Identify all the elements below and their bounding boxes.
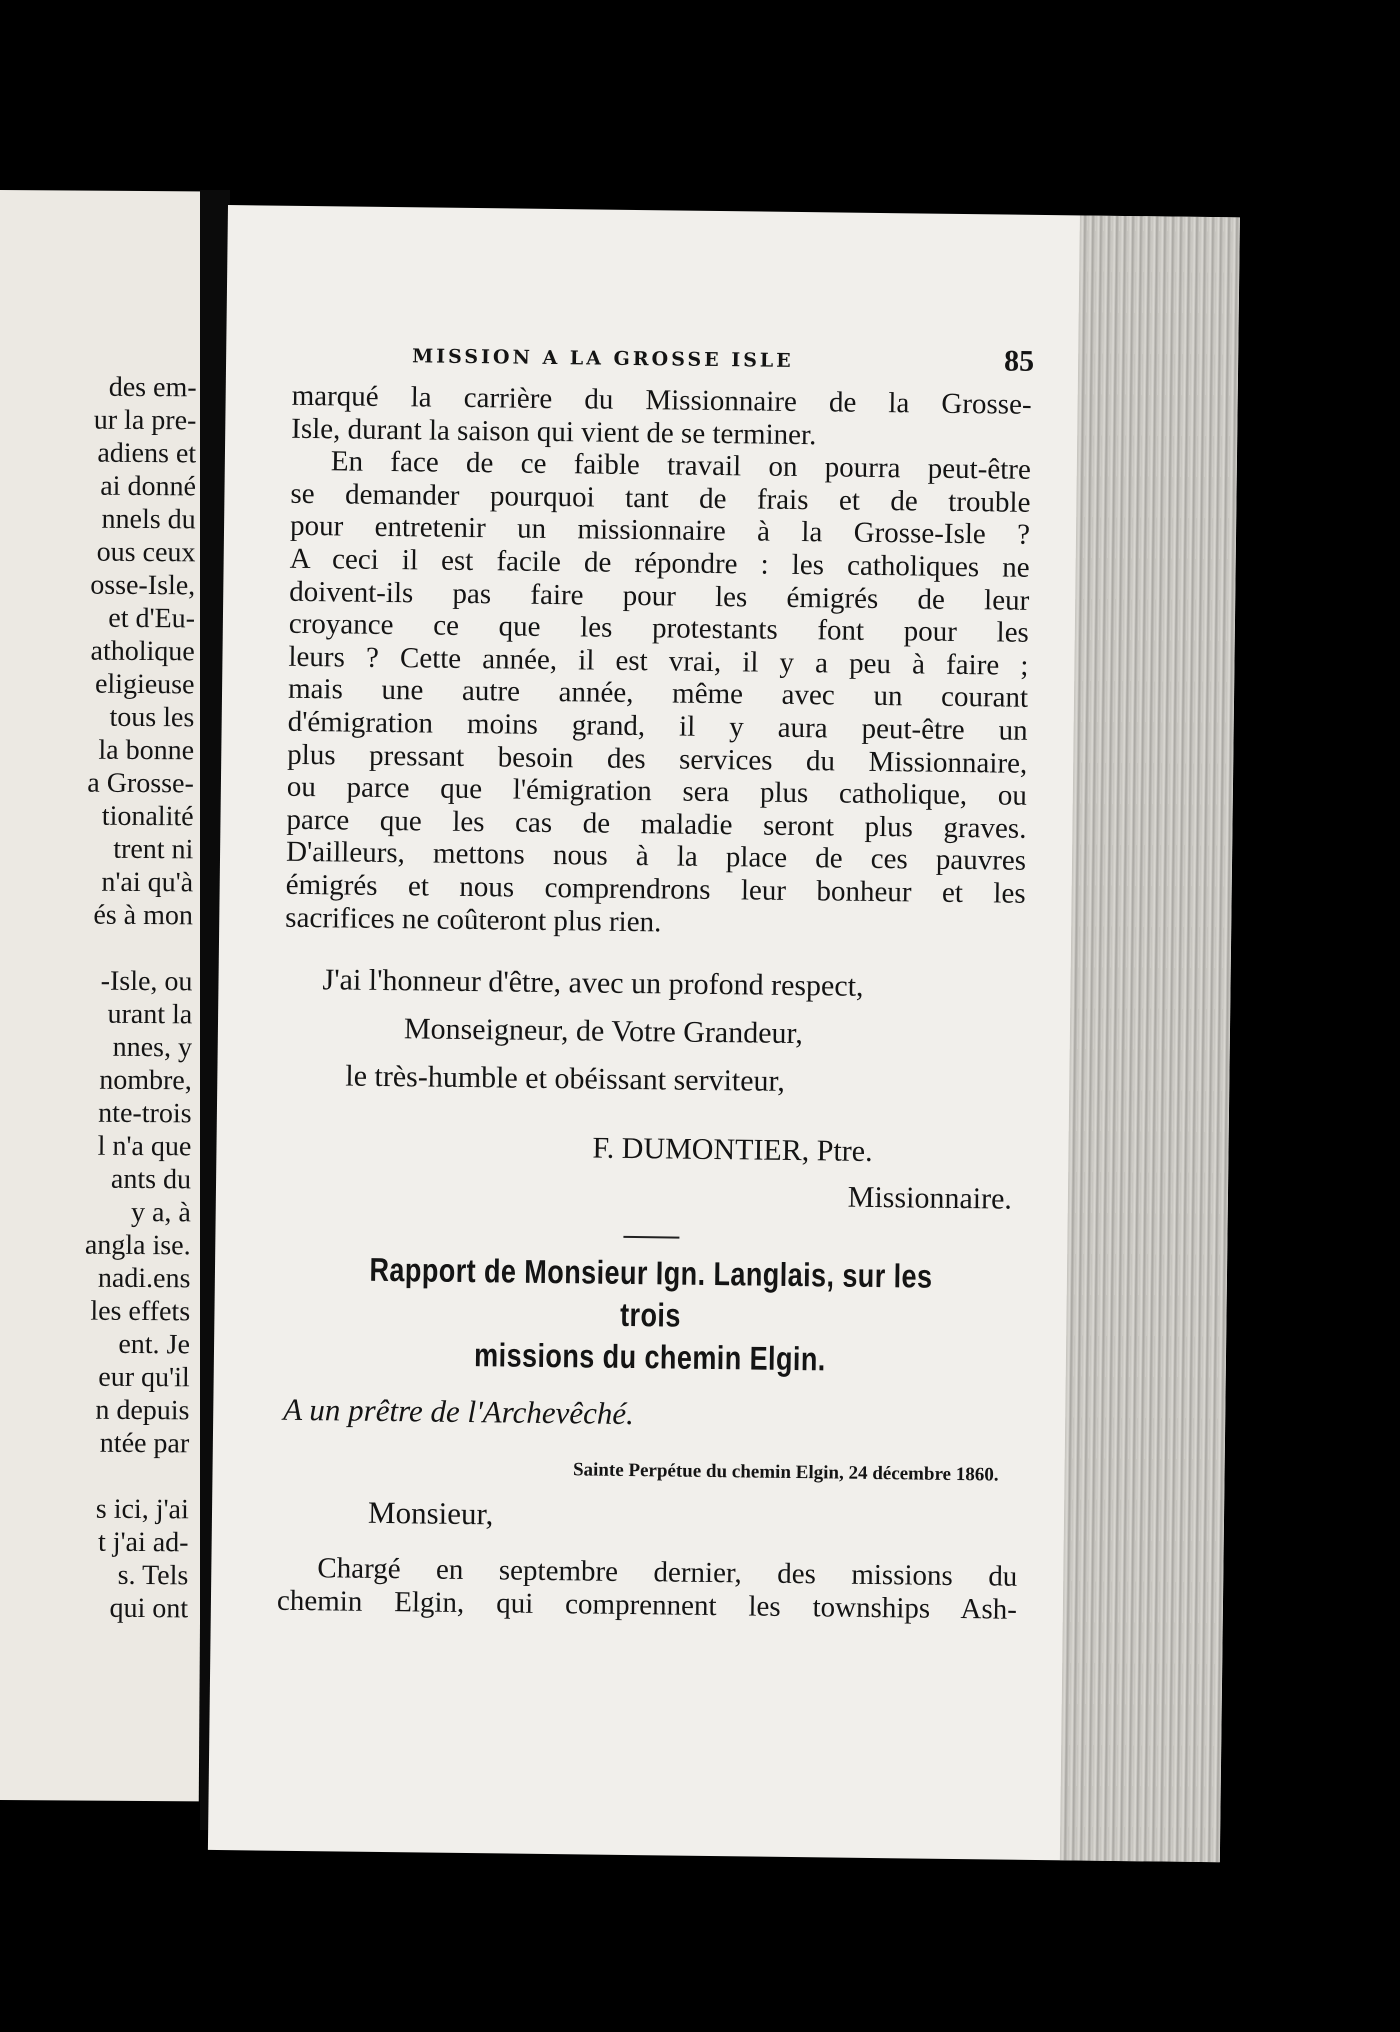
text-line: mais une autre année, même avec un courant [287, 673, 1029, 715]
page-number: 85 [1003, 344, 1035, 378]
text-line: leurs ? Cette année, il est vrai, il y a peu à faire ; [288, 640, 1029, 682]
text-line: t j'ai ad- [97, 1526, 189, 1559]
text-line: D'ailleurs, mettons nous à la place de ces pauvres [285, 836, 1027, 878]
text-line: nnels du [101, 503, 196, 536]
text-line: sacrifices ne coûteront plus rien. [285, 901, 662, 938]
text-line: En face de ce faible travail on pourra peut-être [330, 445, 1032, 487]
left-page-text [0, 370, 197, 1626]
page-edges [1060, 215, 1240, 1862]
salutation: Monsieur, [367, 1494, 494, 1532]
text-line: marqué la carrière du Missionnaire de la Grosse- [291, 379, 1032, 421]
text-line: tous les [109, 701, 195, 734]
text-line: -Isle, ou [100, 965, 193, 998]
text-line: ntée par [99, 1427, 190, 1460]
text-line: urant la [107, 998, 193, 1031]
text-line: n'ai qu'à [101, 866, 194, 899]
text-line [0, 1459, 189, 1494]
text-line: ou parce que l'émigration sera plus catholique, ou [286, 770, 1028, 812]
text-line: d'émigration moins grand, il y aura peut-être un [287, 705, 1028, 747]
text-line: qui ont [109, 1592, 189, 1625]
text-line: eur qu'il [98, 1361, 190, 1394]
running-title: MISSION A LA GROSSE ISLE [412, 345, 794, 372]
addressee: A un prêtre de l'Archevêché. [283, 1391, 635, 1432]
text-line: l n'a que [97, 1130, 192, 1163]
text-line: s. Tels [117, 1559, 189, 1592]
text-line: plus pressant besoin des services du Missionnaire, [287, 738, 1028, 780]
text-line [0, 931, 193, 966]
text-line: nte-trois [98, 1097, 192, 1130]
text-line: a Grosse- [87, 767, 194, 800]
text-line: ur la pre- [93, 404, 197, 437]
text-line: nadi.ens [97, 1262, 191, 1295]
text-line: parce que les cas de maladie seront plus graves. [286, 803, 1027, 845]
text-line: émigrés et nous comprendrons leur bonheur et les [285, 868, 1026, 910]
body-paragraph [285, 380, 1032, 943]
text-line: és à mon [93, 899, 194, 932]
text-line: trent ni [113, 833, 194, 866]
text-line: nnes, y [112, 1031, 193, 1064]
left-page-fragment [0, 190, 210, 1801]
text-line: croyance ce que les protestants font pour les [288, 607, 1030, 649]
running-header [292, 336, 1035, 385]
section-body [277, 1552, 1018, 1626]
text-line: ous ceux [96, 536, 196, 569]
text-line: s ici, j'ai [95, 1493, 189, 1526]
closing-salutation: Monseigneur, de Votre Grandeur, [403, 1012, 804, 1051]
section-heading-line2: missions du chemin Elgin. [473, 1336, 826, 1378]
signature-role: Missionnaire. [847, 1180, 1013, 1216]
text-line: Isle, durant la saison qui vient de se terminer. [291, 412, 817, 451]
text-line: angla ise. [84, 1229, 191, 1262]
text-line: osse-Isle, [90, 569, 196, 602]
text-line: chemin Elgin, qui comprennent les townships Ash- [276, 1584, 1018, 1626]
text-line: eligieuse [94, 668, 195, 701]
text-line: pour entretenir un missionnaire à la Grosse-Isle ? [289, 510, 1031, 552]
dateline: Sainte Perpétue du chemin Elgin, 24 décembre 1860. [572, 1459, 999, 1486]
text-line: tionalité [101, 800, 194, 833]
text-line: et d'Eu- [108, 602, 196, 635]
text-line: la bonne [98, 734, 195, 767]
text-line: y a, à [130, 1196, 191, 1229]
text-line: adiens et [97, 437, 197, 470]
signature: F. DUMONTIER, Ptre. [592, 1131, 873, 1169]
closing-servant: le très-humble et obéissant serviteur, [345, 1059, 786, 1098]
text-line: doivent-ils pas faire pour les émigrés de leur [289, 575, 1030, 617]
section-heading-line1: Rapport de Monsieur Ign. Langlais, sur les trois [369, 1250, 933, 1334]
text-line: nombre, [99, 1064, 192, 1097]
right-page [208, 205, 1240, 1862]
page-content [277, 336, 1033, 1626]
text-line: ants du [110, 1163, 192, 1196]
text-line: Chargé en septembre dernier, des missions du [317, 1552, 1018, 1593]
text-line: les effets [90, 1295, 191, 1328]
closing-line: J'ai l'honneur d'être, avec un profond respect, [322, 963, 864, 1003]
text-line: ai donné [100, 470, 197, 503]
text-line: des em- [108, 371, 197, 404]
section-divider [623, 1236, 679, 1239]
text-line: atholique [90, 635, 195, 668]
text-line: se demander pourquoi tant de frais et de trouble [290, 477, 1031, 519]
text-line: A ceci il est facile de répondre : les catholiques ne [289, 542, 1030, 584]
text-line: ent. Je [118, 1328, 191, 1361]
text-line: n depuis [95, 1394, 190, 1427]
